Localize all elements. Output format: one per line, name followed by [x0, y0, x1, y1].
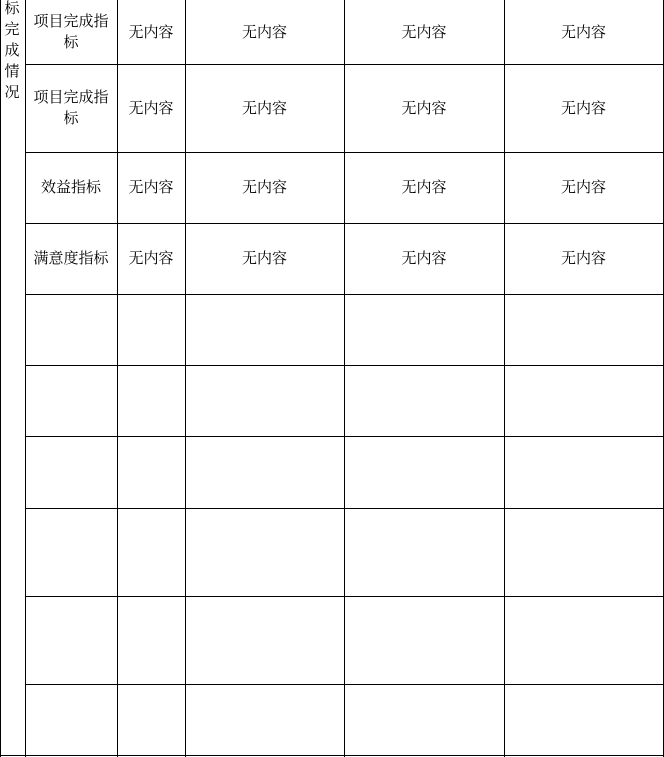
value-cell: 无内容: [128, 249, 174, 267]
indicator-name-cell: 满意度指标: [33, 249, 109, 267]
value-cell: 无内容: [401, 249, 447, 267]
value-cell: 无内容: [241, 98, 287, 117]
indicator-name-cell: [25, 294, 117, 365]
value-cell: 无内容: [241, 22, 287, 41]
grid-line-vertical: [0, 0, 1, 757]
value-cell: 无内容: [241, 249, 287, 267]
value-cell: 无内容: [401, 22, 447, 41]
indicator-name-cell: 项目完成指标: [33, 88, 109, 127]
value-cell: 无内容: [560, 22, 606, 41]
value-cell: 无内容: [560, 249, 606, 267]
grid-line-vertical: [185, 0, 186, 757]
indicator-name-cell: [25, 684, 117, 755]
value-cell: [117, 294, 185, 365]
value-cell: [185, 365, 344, 436]
grid-line-horizontal: [25, 596, 664, 597]
grid-line-horizontal: [25, 755, 664, 756]
value-cell: [117, 436, 185, 508]
indicator-name-cell: [25, 508, 117, 596]
value-cell: [117, 365, 185, 436]
indicator-name-cell: [25, 596, 117, 684]
value-cell: 无内容: [560, 98, 606, 117]
value-cell: [504, 508, 663, 596]
value-cell: [344, 365, 504, 436]
value-cell: [344, 294, 504, 365]
value-cell: [185, 436, 344, 508]
value-cell: [504, 684, 663, 755]
value-cell: [117, 684, 185, 755]
value-cell: 无内容: [401, 178, 447, 196]
grid-line-horizontal: [25, 508, 664, 509]
grid-line-horizontal: [25, 64, 664, 65]
value-cell: [504, 365, 663, 436]
value-cell: [344, 684, 504, 755]
indicator-name-cell: 项目完成指标: [33, 12, 109, 51]
value-cell: [117, 508, 185, 596]
value-cell: [504, 436, 663, 508]
grid-line-horizontal: [25, 294, 664, 295]
grid-line-horizontal: [25, 365, 664, 366]
grid-line-horizontal: [25, 223, 664, 224]
value-cell: [504, 294, 663, 365]
grid-line-horizontal: [25, 684, 664, 685]
value-cell: 无内容: [560, 178, 606, 196]
value-cell: [344, 596, 504, 684]
indicator-name-cell: [25, 365, 117, 436]
grid-line-vertical: [504, 0, 505, 757]
grid-line-vertical: [344, 0, 345, 757]
value-cell: 无内容: [128, 22, 174, 41]
value-cell: [185, 596, 344, 684]
category-label: 标完成情况: [4, 0, 20, 101]
grid-line-vertical: [25, 0, 26, 757]
value-cell: 无内容: [241, 178, 287, 196]
indicator-name-cell: [25, 436, 117, 508]
value-cell: [117, 596, 185, 684]
grid-line-horizontal: [25, 152, 664, 153]
value-cell: 无内容: [128, 98, 174, 117]
indicator-name-cell: 效益指标: [40, 178, 101, 196]
value-cell: 无内容: [401, 98, 447, 117]
value-cell: [344, 508, 504, 596]
value-cell: [185, 508, 344, 596]
value-cell: [185, 294, 344, 365]
value-cell: [504, 596, 663, 684]
value-cell: 无内容: [128, 178, 174, 196]
grid-line-horizontal: [25, 436, 664, 437]
value-cell: [344, 436, 504, 508]
grid-line-horizontal: [0, 755, 25, 756]
grid-line-vertical: [117, 0, 118, 757]
value-cell: [185, 684, 344, 755]
